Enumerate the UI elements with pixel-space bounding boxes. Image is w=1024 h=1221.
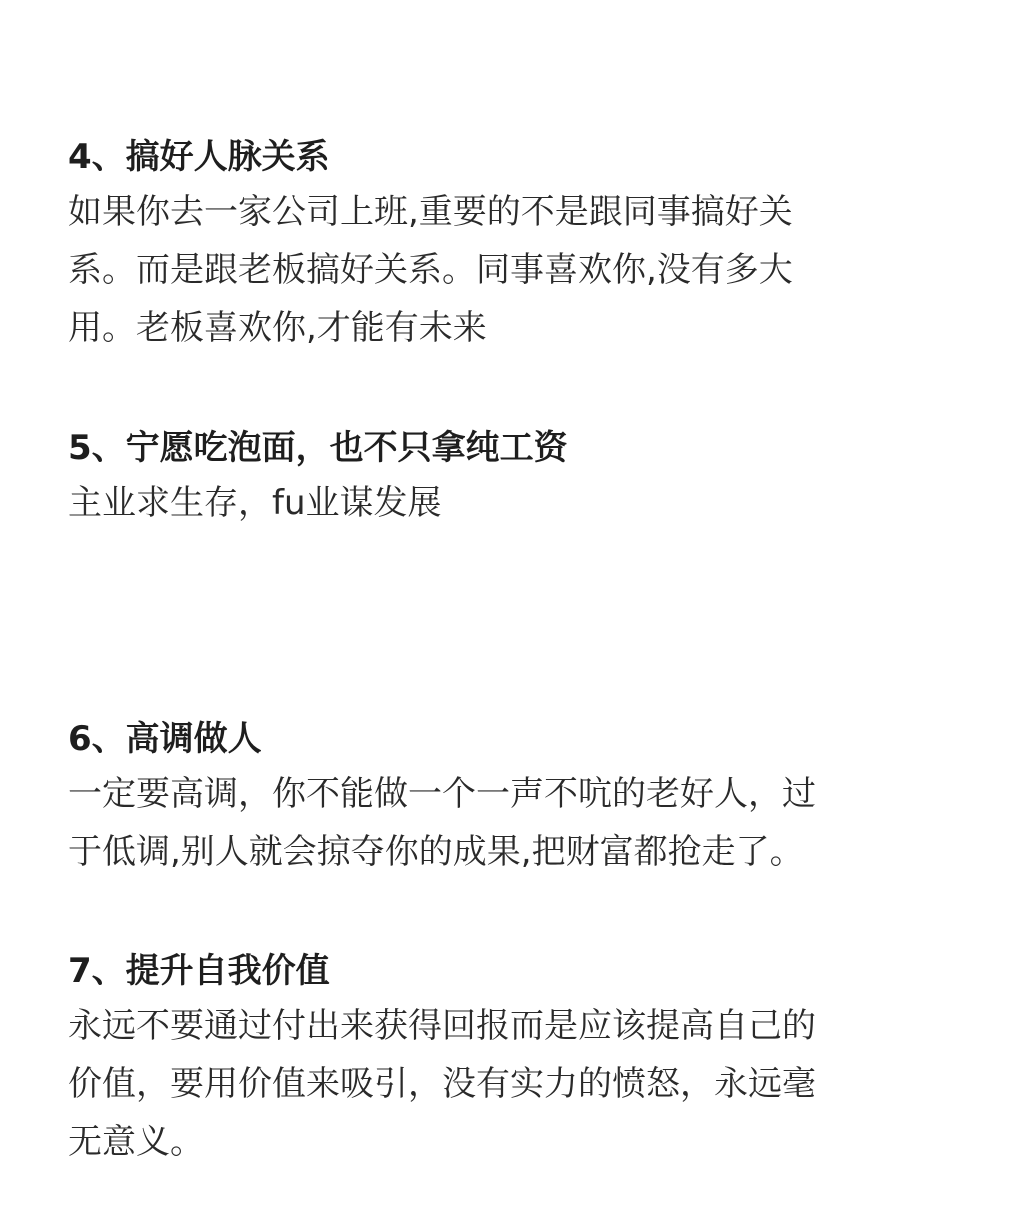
section-6 — [68, 719, 968, 881]
body-line: 无意义。 — [68, 1122, 204, 1162]
body-line: 用。老板喜欢你,才能有未来 — [68, 308, 487, 348]
section-heading: 4、搞好人脉关系 — [68, 137, 330, 177]
section-4 — [68, 137, 968, 357]
section-heading: 5、宁愿吃泡面，也不只拿纯工资 — [68, 428, 568, 468]
section-7 — [68, 951, 968, 1171]
body-line: 永远不要通过付出来获得回报而是应该提高自己的 — [68, 1006, 816, 1046]
section-heading: 6、高调做人 — [68, 719, 262, 759]
body-line: 系。而是跟老板搞好关系。同事喜欢你,没有多大 — [68, 250, 793, 290]
body-line: 如果你去一家公司上班,重要的不是跟同事搞好关 — [68, 192, 793, 232]
body-line: 一定要高调，你不能做一个一声不吭的老好人，过 — [68, 774, 816, 814]
body-line: 主业求生存，fu业谋发展 — [68, 483, 442, 523]
body-line: 价值，要用价值来吸引，没有实力的愤怒，永远毫 — [68, 1064, 816, 1104]
section-5 — [68, 428, 968, 532]
section-heading: 7、提升自我价值 — [68, 951, 330, 991]
body-line: 于低调,别人就会掠夺你的成果,把财富都抢走了。 — [68, 832, 804, 872]
